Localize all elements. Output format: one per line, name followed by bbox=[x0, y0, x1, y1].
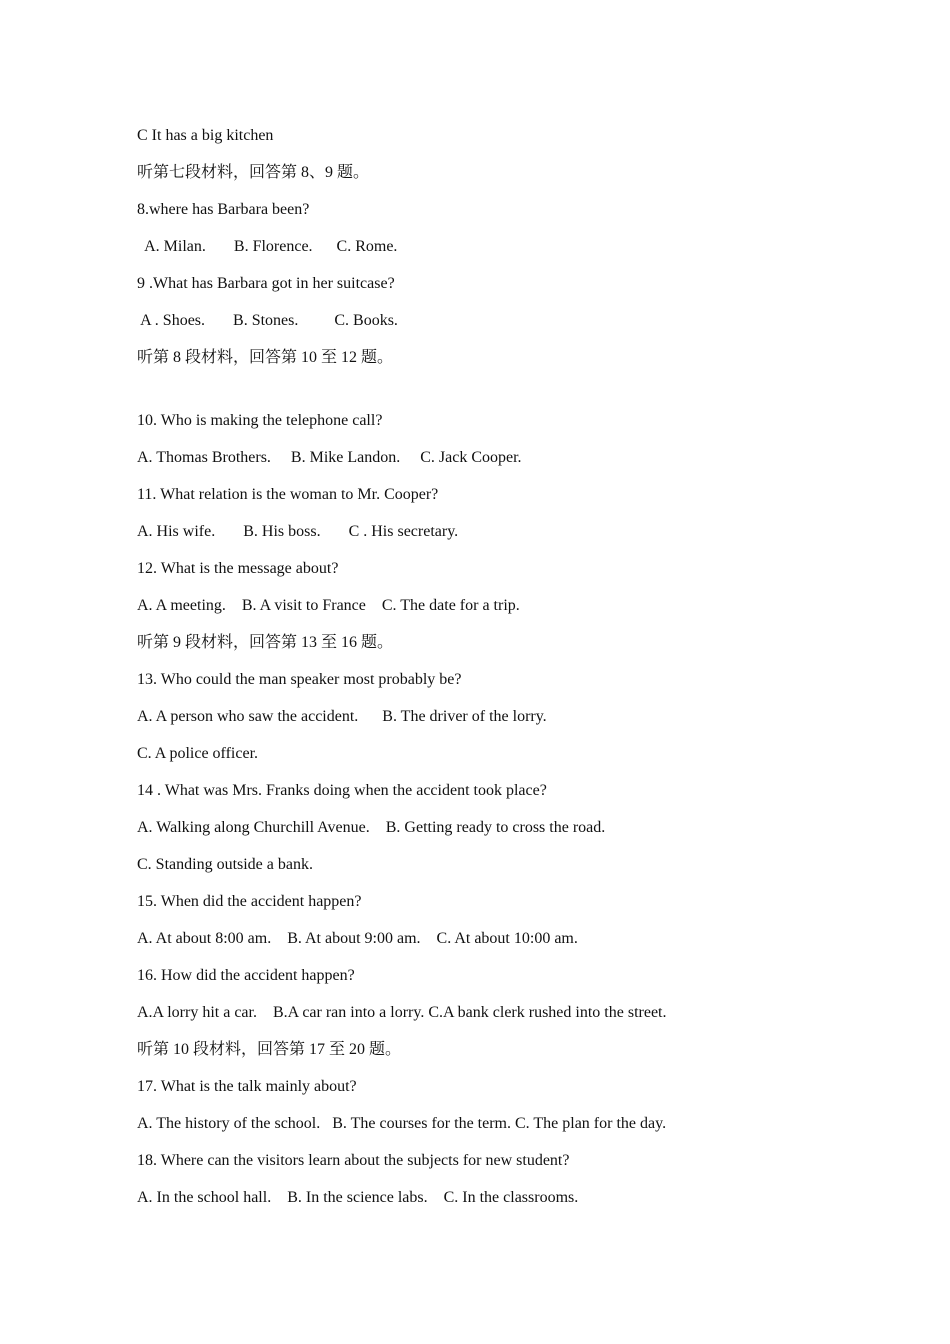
section-heading: 听第 10 段材料，回答第 17 至 20 题。 bbox=[137, 1041, 402, 1058]
listening-questions bbox=[137, 126, 837, 1225]
answer-option-line: C It has a big kitchen bbox=[137, 127, 274, 144]
section-heading: 听第 9 段材料，回答第 13 至 16 题。 bbox=[137, 634, 394, 651]
question-line: 15. When did the accident happen? bbox=[137, 893, 362, 910]
answer-options-line: C. A police officer. bbox=[137, 745, 259, 762]
question-line: 11. What relation is the woman to Mr. Cooper? bbox=[137, 486, 439, 503]
answer-options-line: A. Walking along Churchill Avenue. B. Getting ready to cross the road. bbox=[137, 819, 606, 836]
answer-options-line: A . Shoes. B. Stones. C. Books. bbox=[137, 312, 398, 329]
question-line: 9 .What has Barbara got in her suitcase? bbox=[137, 275, 395, 292]
question-line: 10. Who is making the telephone call? bbox=[137, 412, 383, 429]
question-line: 16. How did the accident happen? bbox=[137, 967, 355, 984]
section-heading: 听第七段材料，回答第 8、9 题。 bbox=[137, 164, 370, 181]
section-heading: 听第 8 段材料，回答第 10 至 12 题。 bbox=[137, 349, 394, 366]
answer-options-line: A. A person who saw the accident. B. The driver of the lorry. bbox=[137, 708, 547, 725]
question-line: 8.where has Barbara been? bbox=[137, 201, 310, 218]
answer-options-line: A.A lorry hit a car. B.A car ran into a lorry. C.A bank clerk rushed into the street. bbox=[137, 1004, 667, 1021]
question-line: 14 . What was Mrs. Franks doing when the accident took place? bbox=[137, 782, 547, 799]
blank-spacer bbox=[137, 385, 837, 411]
answer-options-line: A. Milan. B. Florence. C. Rome. bbox=[137, 238, 398, 255]
answer-options-line: A. His wife. B. His boss. C . His secretary. bbox=[137, 523, 459, 540]
question-line: 17. What is the talk mainly about? bbox=[137, 1078, 357, 1095]
answer-options-line: A. A meeting. B. A visit to France C. The date for a trip. bbox=[137, 597, 520, 614]
question-line: 13. Who could the man speaker most probably be? bbox=[137, 671, 462, 688]
answer-options-line: C. Standing outside a bank. bbox=[137, 856, 313, 873]
answer-options-line: A. Thomas Brothers. B. Mike Landon. C. Jack Cooper. bbox=[137, 449, 522, 466]
answer-options-line: A. At about 8:00 am. B. At about 9:00 am. C. At about 10:00 am. bbox=[137, 930, 578, 947]
answer-options-line: A. In the school hall. B. In the science labs. C. In the classrooms. bbox=[137, 1189, 579, 1206]
question-line: 18. Where can the visitors learn about the subjects for new student? bbox=[137, 1152, 570, 1169]
answer-options-line: A. The history of the school. B. The courses for the term. C. The plan for the day. bbox=[137, 1115, 667, 1132]
question-line: 12. What is the message about? bbox=[137, 560, 339, 577]
